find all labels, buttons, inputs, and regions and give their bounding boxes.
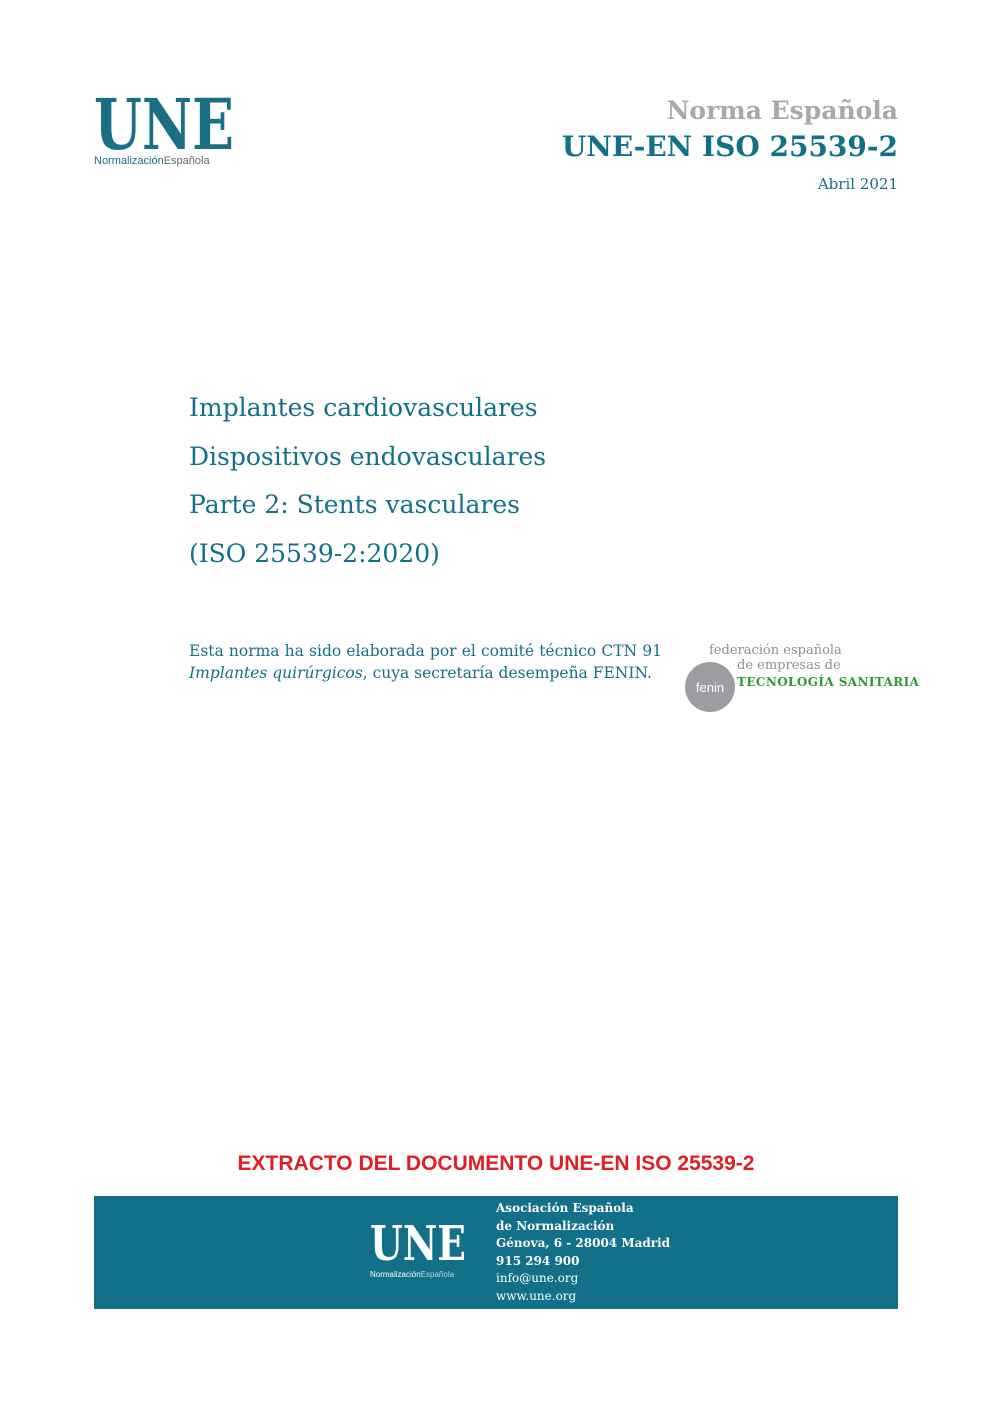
extract-notice: EXTRACTO DEL DOCUMENTO UNE-EN ISO 25539-2 <box>237 1152 755 1175</box>
phone-number: 915 294 900 <box>496 1253 580 1268</box>
contact-block <box>496 1200 670 1305</box>
email-link[interactable]: info@une.org <box>496 1271 579 1285</box>
fenin-circle-badge: fenin <box>685 662 735 712</box>
committee-text-after: , cuya secretaría desempeña FENIN. <box>362 664 652 682</box>
footer-une-logo-mark <box>370 1220 470 1266</box>
logo-sub-a: Normalización <box>94 155 164 167</box>
committee-text-before: Esta norma ha sido elaborada por el comité técnico CTN 91 <box>189 642 662 660</box>
header-block <box>562 94 898 193</box>
une-logo <box>94 92 244 167</box>
address-line: Génova, 6 - 28004 Madrid <box>496 1236 671 1250</box>
website-link[interactable]: www.une.org <box>496 1288 577 1303</box>
title-line: Parte 2: Stents vasculares <box>189 490 520 519</box>
title-line: Implantes cardiovasculares <box>189 393 538 422</box>
une-logo-mark <box>94 92 236 154</box>
committee-name: Implantes quirúrgicos <box>189 664 363 682</box>
fenin-line2: de empresas de <box>737 658 841 673</box>
une-logo-letters: UNE <box>94 92 234 154</box>
fenin-logo <box>685 642 920 712</box>
footer-une-logo <box>370 1220 480 1279</box>
une-logo-subtitle <box>94 155 244 167</box>
title-line: Dispositivos endovasculares <box>189 441 547 471</box>
footer-logo-letters: UNE <box>370 1220 466 1266</box>
publication-date: Abril 2021 <box>817 175 898 193</box>
org-name-line2: de Normalización <box>496 1218 615 1233</box>
fenin-line1: federación española <box>709 643 842 658</box>
org-name-line1: Asociación Española <box>496 1201 634 1215</box>
footer-logo-sub-b: Española <box>420 1270 455 1279</box>
footer-logo-subtitle <box>370 1270 480 1279</box>
norma-label: Norma Española <box>666 96 898 125</box>
title-line: (ISO 25539-2:2020) <box>189 538 440 568</box>
fenin-line3: TECNOLOGÍA SANITARIA <box>737 675 920 689</box>
footer-band <box>94 1196 898 1309</box>
committee-statement <box>189 640 662 684</box>
document-titles <box>189 384 546 578</box>
logo-sub-b: Española <box>163 155 210 167</box>
footer-logo-sub-a: Normalización <box>370 1270 421 1279</box>
standard-code: UNE-EN ISO 25539-2 <box>561 130 898 163</box>
